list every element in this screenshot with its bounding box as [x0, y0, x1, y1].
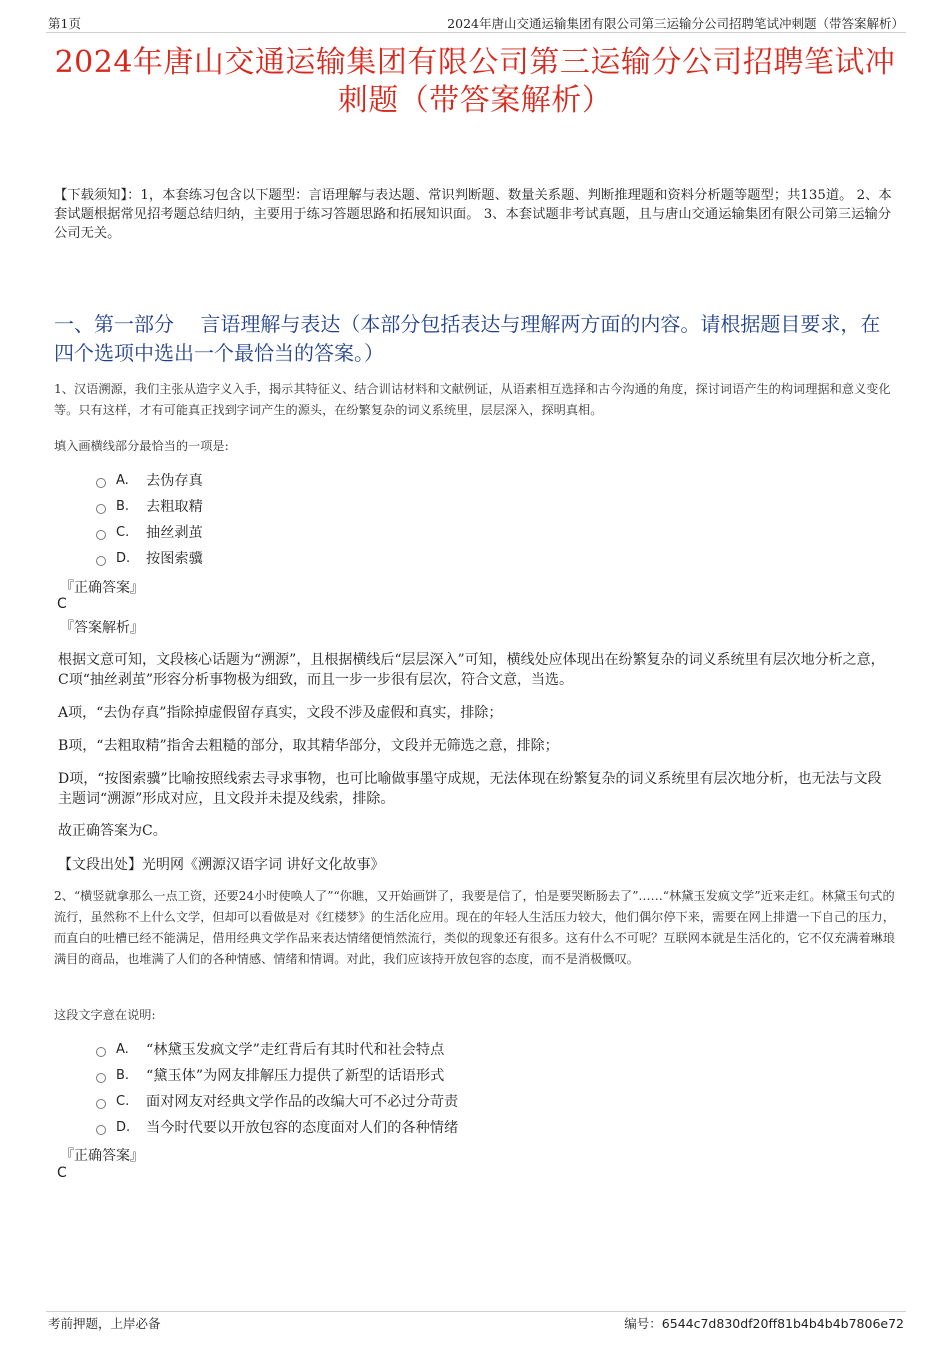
correct-answer-label: 『正确答案』	[60, 580, 144, 596]
analysis-paragraph-4: D项，“按图索骥”比喻按照线索去寻求事物，也可比喻做事墨守成规，无法体现在纷繁复杂的词义系统里有层次地分析，也无法与文段主题词“溯源”形成对应，且文段并未提及线索，排除。	[58, 771, 882, 807]
option-text: 抽丝剥茧	[146, 525, 203, 541]
option-c[interactable]	[96, 1088, 890, 1114]
option-text: “林黛玉发疯文学”走红背后有其时代和社会特点	[146, 1042, 445, 1058]
option-d[interactable]	[96, 545, 890, 571]
radio-icon[interactable]	[96, 1125, 106, 1135]
correct-answer-value: C	[57, 1165, 67, 1181]
question-1-text: 1、汉语溯源，我们主张从造字义入手，揭示其特征义、结合训诂材料和文献例证，从语素相互选择和古今沟通的角度，探讨词语产生的构词理据和意义变化等。只有这样，才有可能真正找到字词产生的源头，在纷繁复杂的词义系统里，层层深入，探明真相。	[54, 382, 891, 417]
analysis-paragraph-2: A项，“去伪存真”指除掉虚假留存真实，文段不涉及虚假和真实，排除；	[58, 705, 503, 721]
radio-icon[interactable]	[96, 1047, 106, 1057]
option-letter: D.	[116, 550, 131, 566]
option-text: 去粗取精	[146, 499, 203, 515]
page-title	[40, 44, 910, 120]
correct-answer-label: 『正确答案』	[60, 1148, 144, 1164]
radio-icon[interactable]	[96, 1099, 106, 1109]
document-id	[624, 1314, 904, 1332]
radio-icon[interactable]	[96, 504, 106, 514]
section-heading: 一、第一部分 言语理解与表达（本部分包括表达与理解两方面的内容。请根据题目要求，在四个选项中选出一个最恰当的答案。）	[54, 312, 881, 365]
question-1-prompt: 填入画横线部分最恰当的一项是:	[54, 439, 229, 453]
radio-icon[interactable]	[96, 530, 106, 540]
option-text: 按图索骥	[146, 551, 203, 567]
footer-slogan: 考前押题，上岸必备	[48, 1316, 161, 1331]
page-title-line-1: 2024年唐山交通运输集团有限公司第三运输分公司招聘笔试冲	[54, 45, 896, 80]
option-a[interactable]	[96, 1036, 890, 1062]
option-letter: C.	[116, 524, 130, 540]
option-letter: C.	[116, 1093, 130, 1109]
page-number: 第1页	[48, 16, 81, 31]
option-text: “黛玉体”为网友排解压力提供了新型的话语形式	[146, 1068, 445, 1084]
option-d[interactable]	[96, 1114, 890, 1140]
footer-divider	[46, 1311, 906, 1312]
running-title: 2024年唐山交通运输集团有限公司第三运输分公司招聘笔试冲刺题（带答案解析）	[447, 16, 904, 31]
question-1-options	[96, 467, 890, 571]
passage-source: 【文段出处】光明网《溯源汉语字词 讲好文化故事》	[58, 857, 385, 873]
analysis-paragraph-3: B项，“去粗取精”指舍去粗糙的部分，取其精华部分，文段并无筛选之意，排除；	[58, 738, 559, 754]
header-divider	[46, 32, 906, 33]
question-2-prompt: 这段文字意在说明:	[54, 1008, 156, 1022]
analysis-paragraph-1: 根据文意可知，文段核心话题为“溯源”，且根据横线后“层层深入”可知，横线处应体现出在纷繁复杂的词义系统里有层次地分析之意，C项“抽丝剥茧”形容分析事物极为细致，而且一步一步很有层次，符合文意，当选。	[58, 652, 885, 688]
option-a[interactable]	[96, 467, 890, 493]
page-title-line-2: 刺题（带答案解析）	[337, 83, 613, 118]
question-2-text: 2、“横竖就拿那么一点工资，还要24小时使唤人了”“你瞧，又开始画饼了，我要是信了，怕是要哭断肠去了”……“林黛玉发疯文学”近来走红。林黛玉句式的流行，虽然称不上什么文学，但却可以看做是对《红楼梦》的生活化应用。现在的年轻人生活压力较大，他们偶尔停下来，需要在网上排遣一下自己的压力，而直白的吐槽已经不能满足，借用经典文学作品来表达情绪便悄然流行，类似的现象还有很多。这有什么不可呢？互联网本就是生活化的，它不仅充满着琳琅满目的商品，也堆满了人们的各种情感、情绪和情调。对此，我们应该持开放包容的态度，而不是消极慨叹。	[54, 889, 895, 966]
option-text: 当今时代要以开放包容的态度面对人们的各种情绪	[146, 1120, 459, 1136]
document-id-label: 编号：	[624, 1316, 662, 1331]
correct-answer-value: C	[57, 596, 67, 612]
option-text: 去伪存真	[146, 473, 203, 489]
radio-icon[interactable]	[96, 1073, 106, 1083]
option-text: 面对网友对经典文学作品的改编大可不必过分苛责	[146, 1094, 459, 1110]
radio-icon[interactable]	[96, 556, 106, 566]
option-letter: A.	[116, 1041, 129, 1057]
option-letter: B.	[116, 498, 130, 514]
document-id-value: 6544c7d830df20ff81b4b4b4b7806e72	[661, 1316, 904, 1331]
option-c[interactable]	[96, 519, 890, 545]
analysis-conclusion: 故正确答案为C。	[58, 823, 167, 839]
answer-analysis-label: 『答案解析』	[60, 620, 144, 636]
radio-icon[interactable]	[96, 478, 106, 488]
option-letter: A.	[116, 472, 129, 488]
question-2-options	[96, 1036, 890, 1140]
download-notice: 【下载须知】：1，本套练习包含以下题型：言语理解与表达题、常识判断题、数量关系题、判断推理题和资料分析题等题型；共135道。 2、本套试题根据常见招考题总结归纳，主要用于练习答题思路和拓展知识面。 3、本套试题非考试真题，且与唐山交通运输集团有限公司第三运输分公司无关。	[54, 188, 892, 241]
option-b[interactable]	[96, 1062, 890, 1088]
option-letter: D.	[116, 1119, 131, 1135]
option-b[interactable]	[96, 493, 890, 519]
option-letter: B.	[116, 1067, 130, 1083]
